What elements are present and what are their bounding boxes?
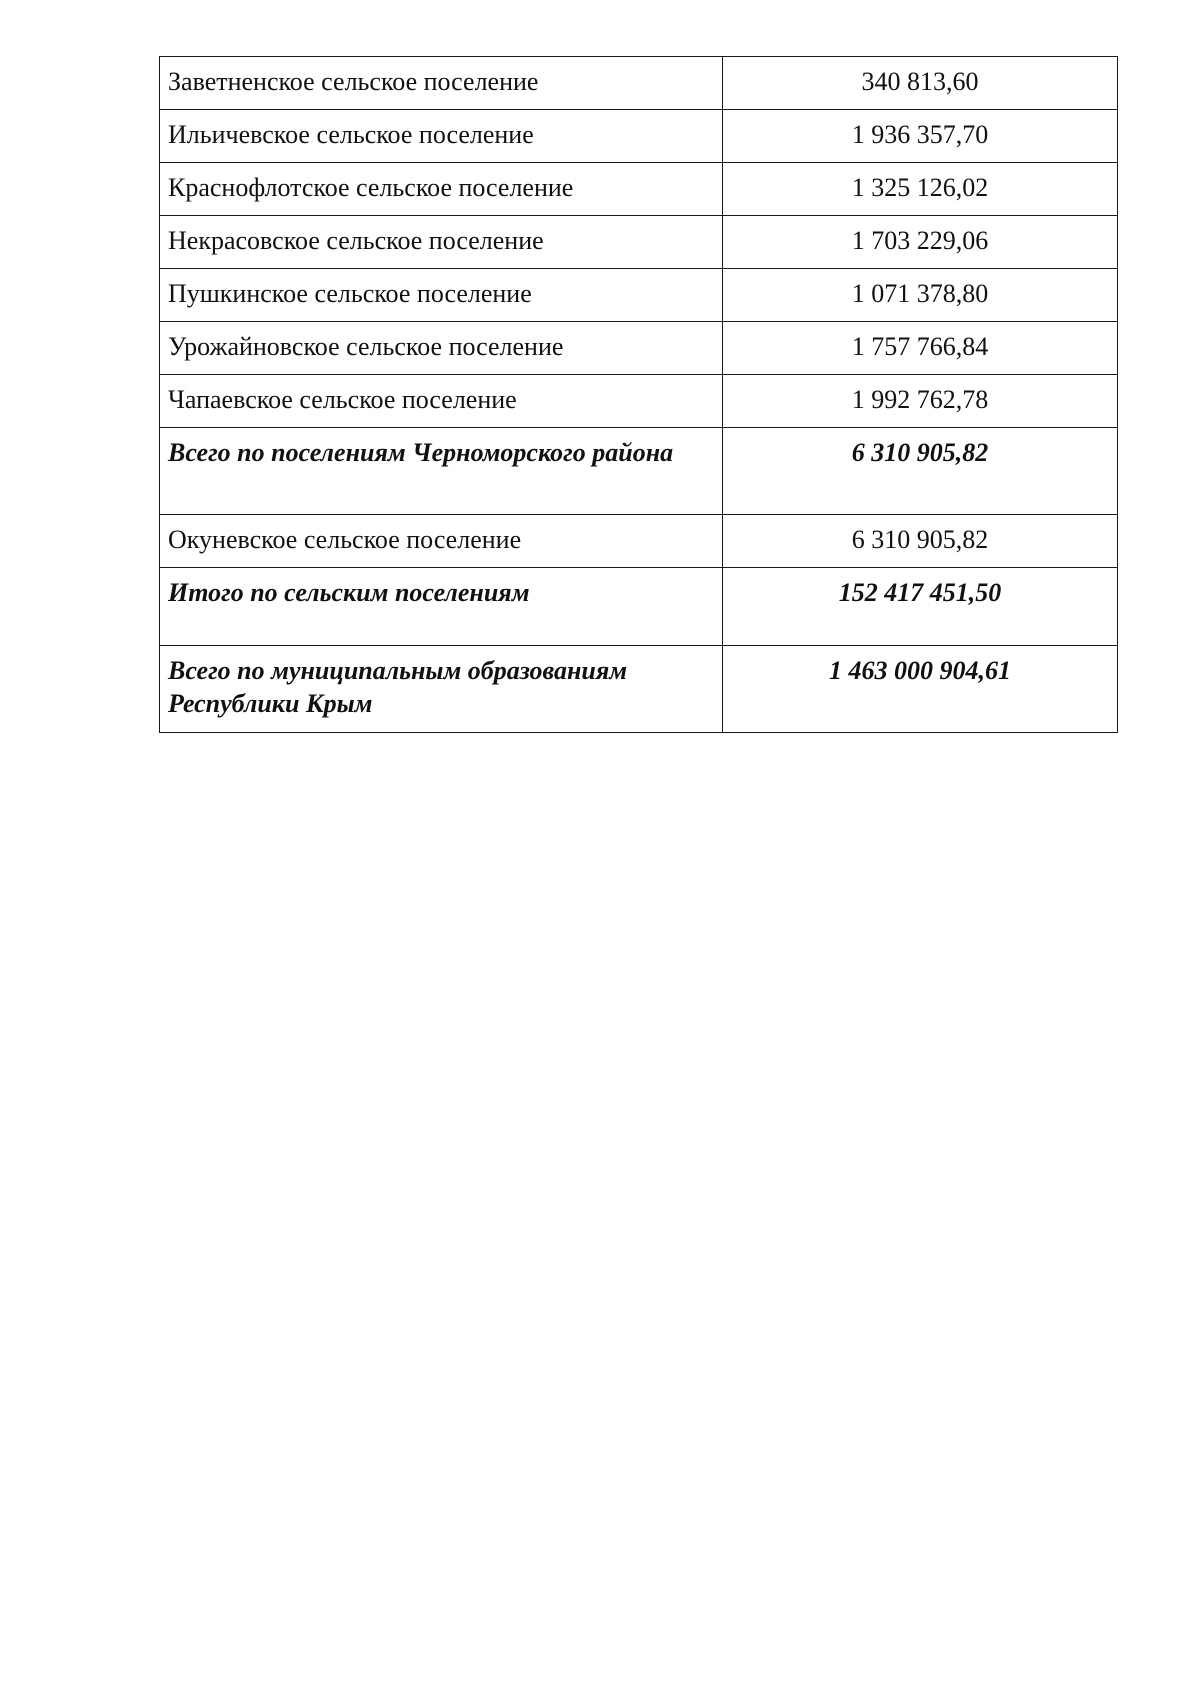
table-row: [160, 322, 1118, 375]
table-row: [160, 269, 1118, 322]
amount-value: 1 325 126,02: [723, 163, 1118, 216]
settlement-name: Урожайновское сельское поселение: [160, 322, 723, 375]
table-row: [160, 375, 1118, 428]
settlement-name: Краснофлотское сельское поселение: [160, 163, 723, 216]
subtotal-value: 6 310 905,82: [723, 428, 1118, 515]
subtotal-label: Всего по поселениям Черноморского района: [160, 428, 723, 515]
amount-value: 340 813,60: [723, 57, 1118, 110]
settlement-name: Заветненское сельское поселение: [160, 57, 723, 110]
grand-total-row: [160, 646, 1118, 733]
grand-total-value: 1 463 000 904,61: [723, 646, 1118, 733]
table-row: [160, 515, 1118, 568]
grand-total-label: Всего по муниципальным образованиям Республики Крым: [160, 646, 723, 733]
table-row: [160, 110, 1118, 163]
settlement-name: Некрасовское сельское поселение: [160, 216, 723, 269]
rural-total-row: [160, 568, 1118, 646]
settlement-name: Пушкинское сельское поселение: [160, 269, 723, 322]
settlement-name: Ильичевское сельское поселение: [160, 110, 723, 163]
amount-value: 1 071 378,80: [723, 269, 1118, 322]
amount-value: 1 936 357,70: [723, 110, 1118, 163]
table-row: [160, 57, 1118, 110]
subtotal-row: [160, 428, 1118, 515]
amount-value: 1 992 762,78: [723, 375, 1118, 428]
table-row: [160, 216, 1118, 269]
rural-total-value: 152 417 451,50: [723, 568, 1118, 646]
rural-total-label: Итого по сельским поселениям: [160, 568, 723, 646]
settlement-name: Чапаевское сельское поселение: [160, 375, 723, 428]
amount-value: 1 757 766,84: [723, 322, 1118, 375]
amount-value: 1 703 229,06: [723, 216, 1118, 269]
allocation-table: [159, 56, 1118, 733]
table-row: [160, 163, 1118, 216]
settlement-name: Окуневское сельское поселение: [160, 515, 723, 568]
amount-value: 6 310 905,82: [723, 515, 1118, 568]
